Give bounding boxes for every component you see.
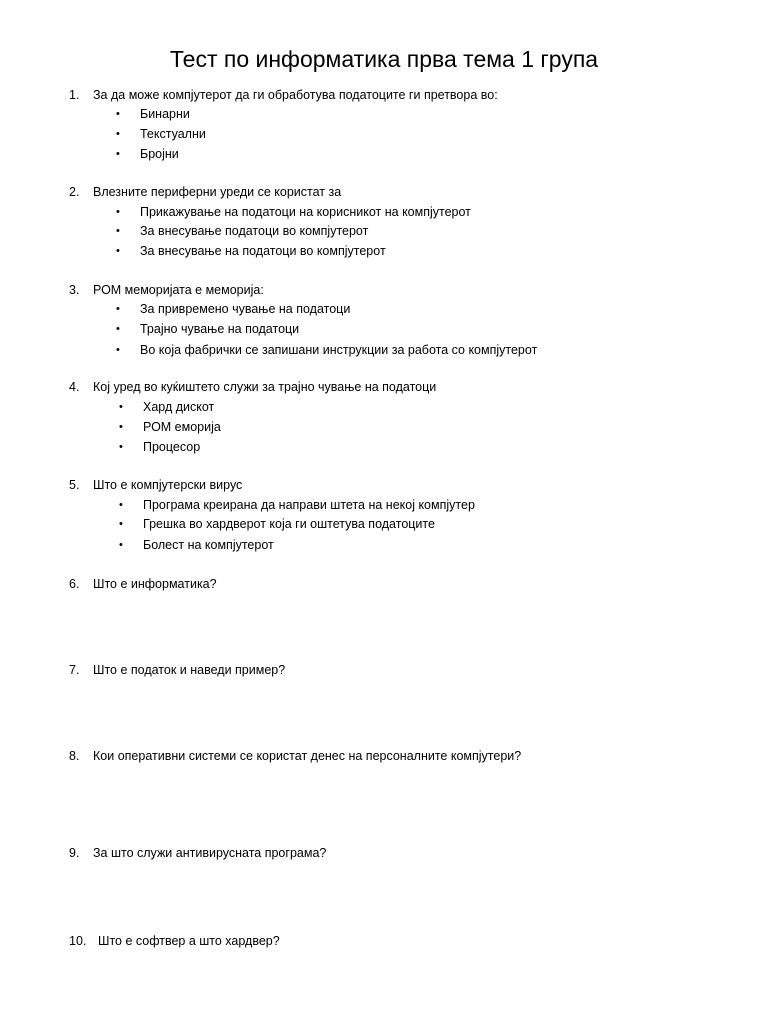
question-number: 3. [69,283,80,297]
option-text: Бројни [140,147,179,161]
question-number: 6. [69,577,80,591]
bullet-icon: • [119,539,123,551]
question-number: 7. [69,663,80,677]
option-text: Бинарни [140,107,190,121]
question-5 [69,476,242,494]
question-number: 9. [69,846,80,860]
question-8 [69,747,521,765]
question-text: Влезните периферни уреди се користат за [93,185,342,199]
question-number: 8. [69,749,80,763]
question-text: Кои оперативни системи се користат денес на персоналните компјутери? [93,749,522,763]
question-6 [69,575,217,593]
question-1 [69,86,498,104]
option-text: Болест на компјутерот [143,538,274,552]
question-9 [69,844,326,862]
question-number: 1. [69,88,80,102]
bullet-icon: • [119,421,123,433]
question-3 [69,281,264,299]
question-text: За што служи антивирусната програма? [93,846,327,860]
page-title: Тест по информатика прва тема 1 група [169,46,599,72]
question-text: Што е информатика? [93,577,217,591]
question-4 [69,378,436,396]
question-2 [69,183,341,201]
question-number: 2. [69,185,80,199]
option-text: За внесување на податоци во компјутерот [140,244,386,258]
question-text: Што е компјутерски вирус [93,478,243,492]
option-text: Прикажување на податоци на корисникот на компјутерот [140,205,471,219]
bullet-icon: • [116,303,120,315]
option-text: За внесување податоци во компјутерот [140,224,369,238]
option-text: Во која фабрички се запишани инструкции за работа со компјутерот [140,343,538,357]
question-7 [69,661,285,679]
question-number: 10. [69,934,87,948]
option-text: За привремено чување на податоци [140,302,351,316]
bullet-icon: • [116,108,120,120]
option-text: Програма креирана да направи штета на некој компјутер [143,498,475,512]
option-text: Трајно чување на податоци [140,322,300,336]
bullet-icon: • [119,499,123,511]
bullet-icon: • [116,344,120,356]
bullet-icon: • [119,441,123,453]
question-text: Што е податок и наведи пример? [93,663,286,677]
option-text: Грешка во хардверот која ги оштетува податоците [143,517,435,531]
question-text: Што е софтвер а што хардвер? [98,934,280,948]
question-text: За да може компјутерот да ги обработува податоците ги претвора во: [93,88,498,102]
option-text: Текстуални [140,127,206,141]
bullet-icon: • [116,206,120,218]
option-text: Хард дискот [143,400,215,414]
question-10 [69,932,280,950]
bullet-icon: • [116,128,120,140]
option-text: РОМ еморија [143,420,221,434]
question-number: 5. [69,478,80,492]
option-text: Процесор [143,440,201,454]
bullet-icon: • [116,323,120,335]
question-text: РОМ меморијата е меморија: [93,283,264,297]
bullet-icon: • [116,245,120,257]
question-text: Кој уред во куќиштето служи за трајно чување на податоци [93,380,437,394]
question-number: 4. [69,380,80,394]
bullet-icon: • [119,518,123,530]
bullet-icon: • [119,401,123,413]
bullet-icon: • [116,148,120,160]
bullet-icon: • [116,225,120,237]
